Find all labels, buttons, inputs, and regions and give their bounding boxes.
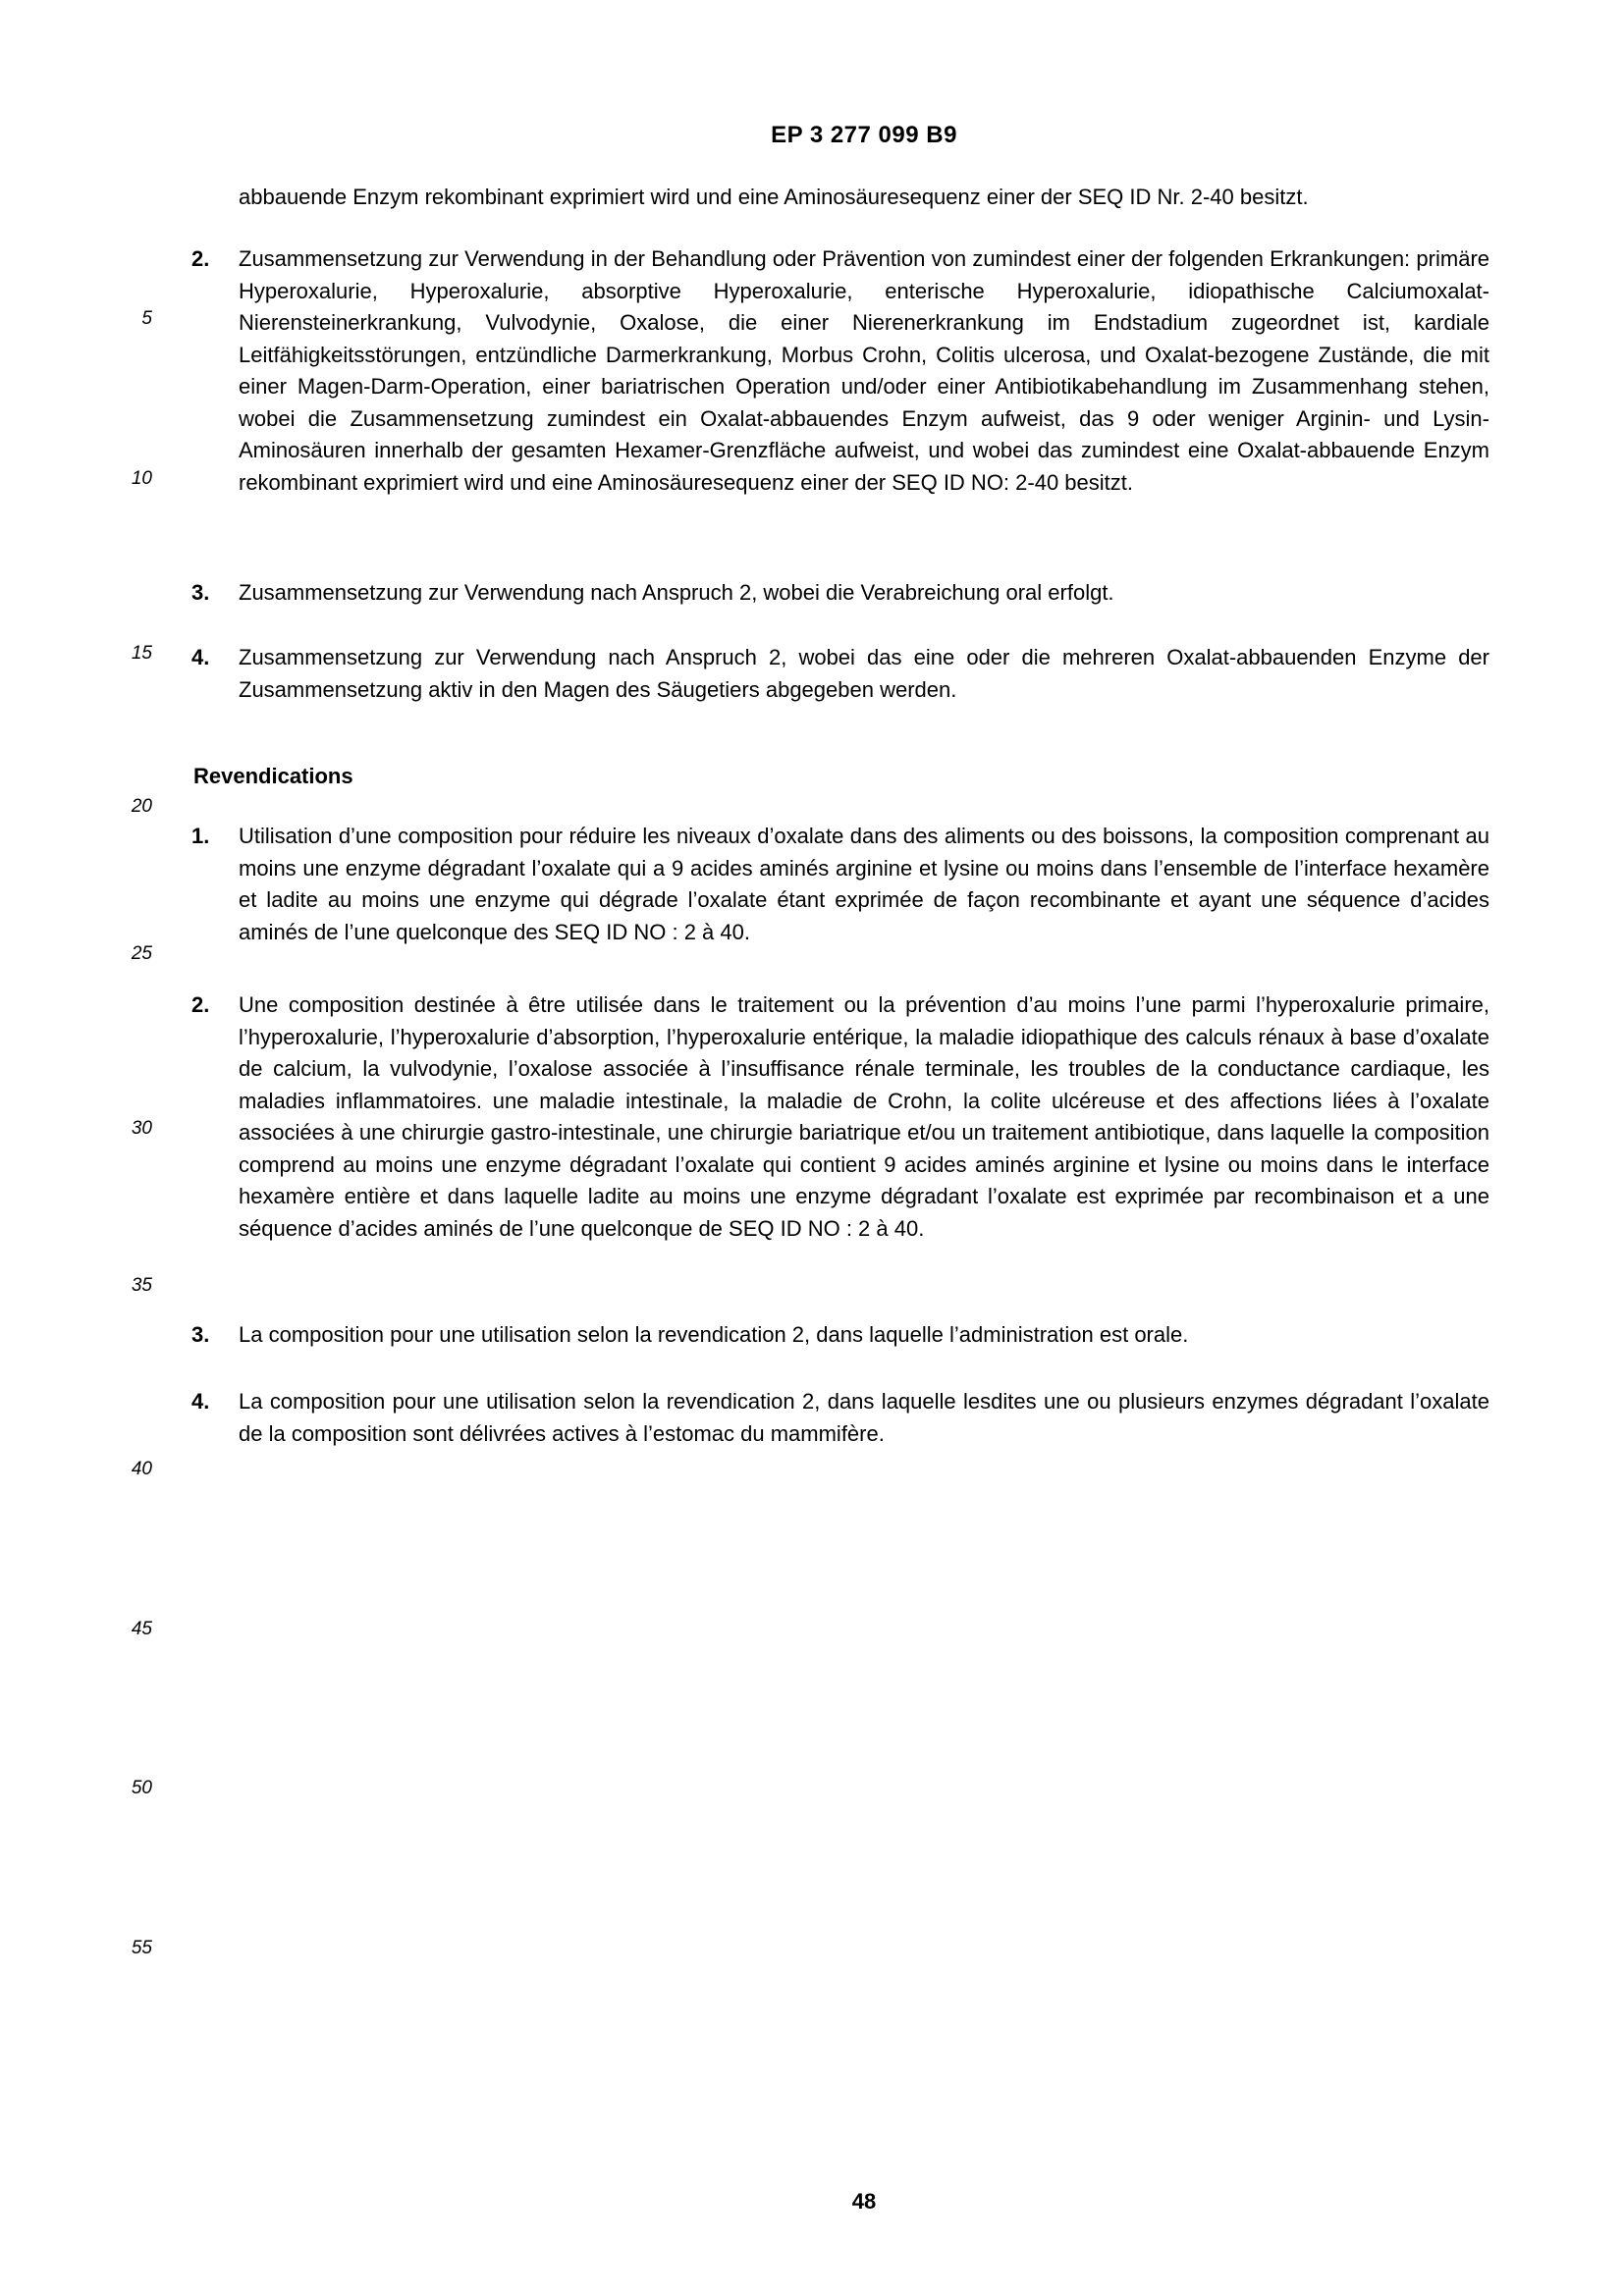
margin-line-number-10: 10 (131, 468, 152, 489)
claim-de-4 (191, 642, 1489, 706)
claim-text: La composition pour une utilisation selon la revendication 2, dans laquelle l’administration est orale. (239, 1322, 1189, 1347)
claim-number: 1. (191, 824, 210, 848)
claim-number: 3. (191, 580, 210, 605)
document-header-title: EP 3 277 099 B9 (771, 122, 957, 148)
claim-number: 4. (191, 1389, 210, 1414)
claim-de-2 (191, 243, 1489, 499)
claim-de-1-continuation: abbauende Enzym rekombinant exprimiert wird und eine Aminosäuresequenz einer der SEQ ID Nr. 2-40 besitzt. (239, 185, 1309, 209)
margin-line-number-50: 50 (131, 1778, 152, 1798)
claim-text: Zusammensetzung zur Verwendung nach Anspruch 2, wobei die Verabreichung oral erfolgt. (239, 580, 1114, 605)
claim-number: 4. (191, 645, 210, 669)
claim-number: 3. (191, 1322, 210, 1347)
claim-fr-1 (191, 821, 1489, 948)
claim-fr-3 (191, 1319, 1489, 1352)
section-heading-revendications: Revendications (193, 764, 353, 788)
page-number: 48 (851, 2189, 877, 2214)
margin-line-number-20: 20 (131, 796, 152, 817)
claim-text: Utilisation d’une composition pour réduire les niveaux d’oxalate dans des aliments ou des boissons, la composition comprenant au moins une enzyme dégradant l’oxalate qui a 9 acides aminés arginine et lysine ou moins dans l’ensemble de l’interface hexamère et ladite au moins une enzyme qui dégrade l’oxalate étant exprimée de façon recombinante et ayant une séquence d’acides aminés de l’une quelconque des SEQ ID NO : 2 à 40. (239, 824, 1489, 944)
claim-text: Zusammensetzung zur Verwendung nach Anspruch 2, wobei das eine oder die mehreren Oxalat-abbauenden Enzyme der Zusammensetzung aktiv in den Magen des Säugetiers abgegeben werden. (239, 645, 1489, 702)
margin-line-number-45: 45 (131, 1619, 152, 1639)
claim-de-3 (191, 577, 1489, 610)
margin-line-number-5: 5 (141, 308, 152, 329)
margin-line-number-15: 15 (131, 643, 152, 664)
margin-line-number-40: 40 (131, 1459, 152, 1479)
claim-number: 2. (191, 246, 210, 271)
claim-text: Zusammensetzung zur Verwendung in der Behandlung oder Prävention von zumindest einer der folgenden Erkrankungen: primäre Hyperoxalurie, Hyperoxalurie, absorptive Hyperoxalurie, enterische Hyperoxalurie, idiopathische Calciumoxalat-Nierensteinerkrankung, Vulvodynie, Oxalose, die einer Nierenerkrankung im Endstadium zugeordnet ist, kardiale Leitfähigkeitsstörungen, entzündliche Darmerkrankung, Morbus Crohn, Colitis ulcerosa, und Oxalat-bezogene Zustände, die mit einer Magen-Darm-Operation, einer bariatrischen Operation und/oder einer Antibiotikabehandlung im Zusammenhang stehen, wobei die Zusammensetzung zumindest ein Oxalat-abbauendes Enzym aufweist, das 9 oder weniger Arginin- und Lysin-Aminosäuren innerhalb der gesamten Hexamer-Grenzfläche aufweist, und wobei das zumindest eine Oxalat-abbauende Enzym rekombinant exprimiert wird und eine Aminosäuresequenz einer der SEQ ID NO: 2-40 besitzt. (239, 246, 1489, 495)
margin-line-number-35: 35 (131, 1275, 152, 1296)
claim-text: Une composition destinée à être utilisée dans le traitement ou la prévention d’au moins l’une parmi l’hyperoxalurie primaire, l’hyperoxalurie, l’hyperoxalurie d’absorption, l’hyperoxalurie entérique, la maladie idiopathique des calculs rénaux à base d’oxalate de calcium, la vulvodynie, l’oxalose associée à l’insuffisance rénale terminale, les troubles de la conductance cardiaque, les maladies inflammatoires. une maladie intestinale, la maladie de Crohn, la colite ulcéreuse et des affections liées à l’oxalate associées à une chirurgie gastro-intestinale, une chirurgie bariatrique et/ou un traitement antibiotique, dans laquelle la composition comprend au moins une enzyme dégradant l’oxalate qui contient 9 acides aminés arginine et lysine ou moins dans le interface hexamère entière et dans laquelle ladite au moins une enzyme dégradant l’oxalate est exprimée par recombinaison et a une séquence d’acides aminés de l’une quelconque de SEQ ID NO : 2 à 40. (239, 992, 1489, 1241)
claim-fr-2 (191, 989, 1489, 1245)
margin-line-number-30: 30 (131, 1118, 152, 1139)
claim-text: La composition pour une utilisation selon la revendication 2, dans laquelle lesdites une ou plusieurs enzymes dégradant l’oxalate de la composition sont délivrées actives à l’estomac du mammifère. (239, 1389, 1489, 1446)
claim-fr-4 (191, 1386, 1489, 1450)
margin-line-number-25: 25 (131, 943, 152, 964)
claim-number: 2. (191, 992, 210, 1017)
margin-line-number-55: 55 (131, 1938, 152, 1958)
